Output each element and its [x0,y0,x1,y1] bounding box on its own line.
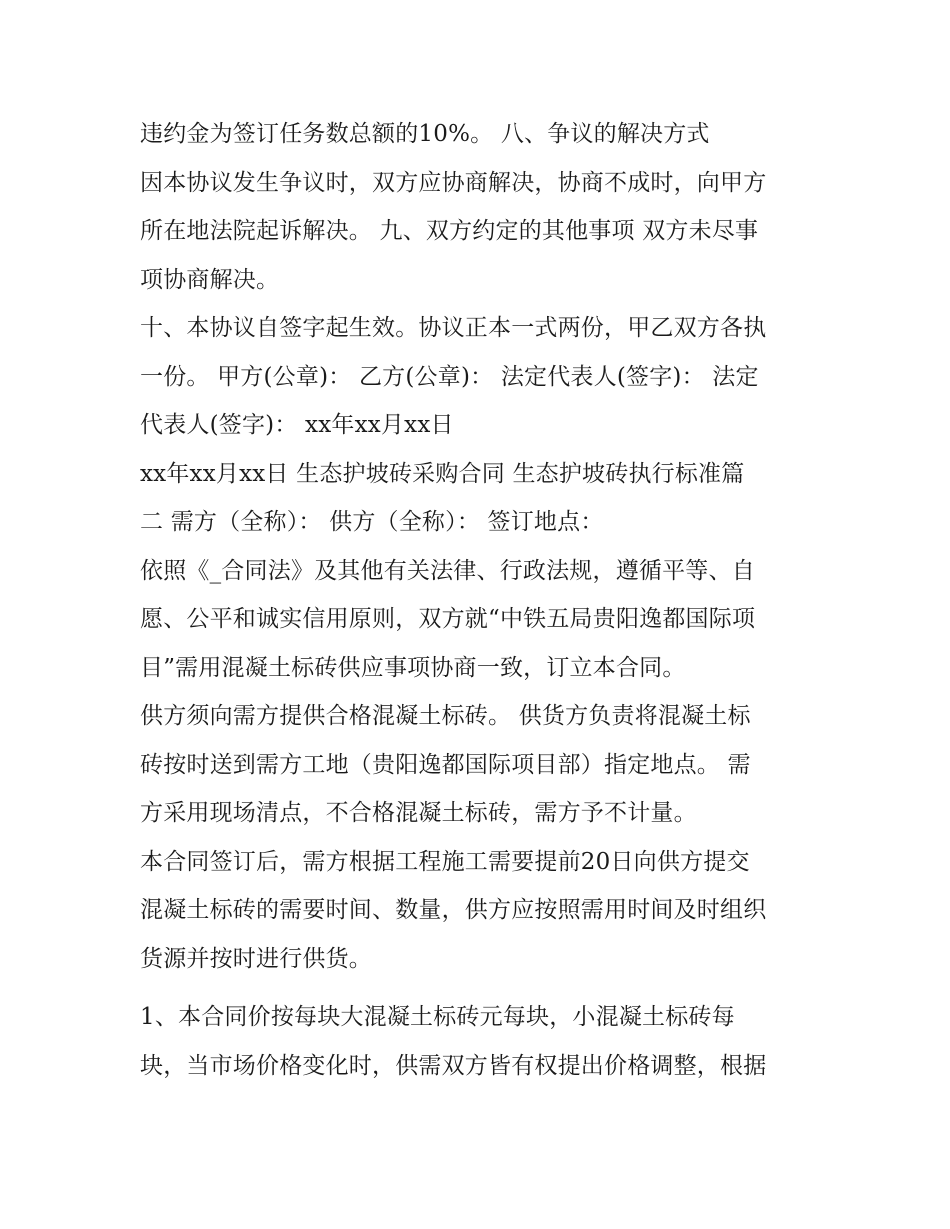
text-line: 项协商解决。 [140,266,280,293]
text-line: 一份。 甲方(公章)： 乙方(公章)： 法定代表人(签字)： 法定 [140,363,759,390]
text-line: 货源并按时进行供货。 [140,945,372,972]
text-line: 因本协议发生争议时，双方应协商解决，协商不成时，向甲方 [140,169,767,196]
text-line: 砖按时送到需方工地（贵阳逸都国际项目部）指定地点。 需 [140,751,751,778]
text-line: 目”需用混凝土标砖供应事项协商一致，订立本合同。 [140,654,686,681]
text-line: 愿、公平和诚实信用原则，双方就“中铁五局贵阳逸都国际项 [140,606,756,632]
text-line: 供方须向需方提供合格混凝土标砖。 供货方负责将混凝土标 [140,703,751,729]
text-line: 十、本协议自签字起生效。协议正本一式两份，甲乙双方各执 [140,315,767,341]
text-line: 本合同签订后，需方根据工程施工需要提前20日向供方提交 [140,848,750,875]
text-line: 块，当市场价格变化时，供需双方皆有权提出价格调整，根据 [140,1052,767,1079]
text-line: 混凝土标砖的需要时间、数量，供方应按照需用时间及时组织 [140,897,767,923]
text-line: 所在地法院起诉解决。 九、双方约定的其他事项 双方未尽事 [140,218,759,244]
text-line: xx年xx月xx日 生态护坡砖采购合同 生态护坡砖执行标准篇 [140,460,745,487]
document-body [140,110,830,1090]
text-line: 违约金为签订任务数总额的10%。 八、争议的解决方式 [140,121,710,147]
text-line: 1、本合同价按每块大混凝土标砖元每块，小混凝土标砖每 [140,1004,735,1030]
text-line: 方采用现场清点，不合格混凝土标砖，需方予不计量。 [140,800,697,826]
text-line: 二 需方（全称）： 供方（全称）： 签订地点： [140,509,604,535]
text-line: 依照《_合同法》及其他有关法律、行政法规，遵循平等、自 [140,557,755,584]
text-line: 代表人(签字)： xx年xx月xx日 [140,412,454,438]
